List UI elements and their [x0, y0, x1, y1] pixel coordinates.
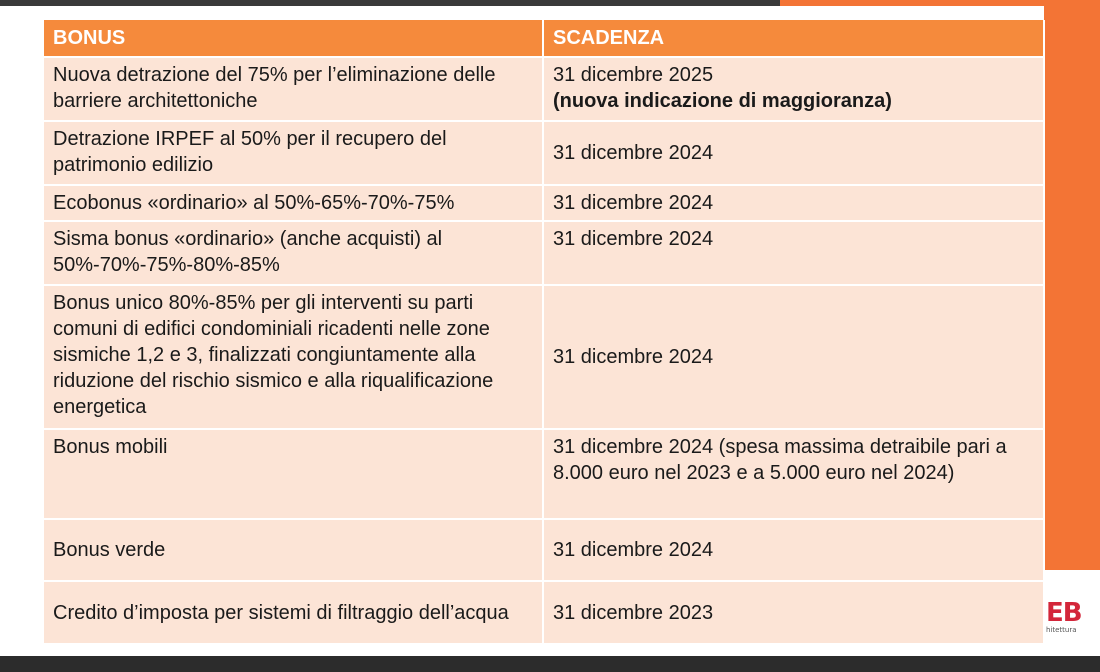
right-accent-band	[1044, 6, 1100, 570]
table-header-row	[44, 20, 1044, 57]
header-scadenza: SCADENZA	[543, 20, 1044, 57]
deadline-cell: 31 dicembre 2024	[543, 519, 1044, 581]
deadline-cell: 31 dicembre 2024	[543, 221, 1044, 285]
top-dark-bar	[0, 0, 780, 6]
deadline-cell	[543, 57, 1044, 121]
bonus-cell: Credito d’imposta per sistemi di filtraggio dell’acqua	[44, 581, 543, 643]
bonus-cell: Bonus unico 80%-85% per gli interventi su parti comuni di edifici condominiali ricadenti nelle zone sismiche 1,2 e 3, finalizzati congiuntamente alla riduzione del rischio sismico e alla riqualificazione energetica	[44, 285, 543, 429]
bonus-cell: Nuova detrazione del 75% per l’eliminazione delle barriere architettoniche	[44, 57, 543, 121]
table-row	[44, 221, 1044, 285]
table-row	[44, 519, 1044, 581]
deadline-cell: 31 dicembre 2023	[543, 581, 1044, 643]
deadline-cell: 31 dicembre 2024	[543, 121, 1044, 185]
deadline-note: (nuova indicazione di maggioranza)	[553, 90, 892, 112]
bottom-bar	[0, 656, 1100, 672]
logo-mark: EB	[1046, 598, 1082, 628]
bonus-cell: Bonus verde	[44, 519, 543, 581]
deadline-cell: 31 dicembre 2024 (spesa massima detraibile pari a 8.000 euro nel 2023 e a 5.000 euro nel 2024)	[543, 429, 1044, 519]
deadline-cell: 31 dicembre 2024	[543, 285, 1044, 429]
header-bonus: BONUS	[44, 20, 543, 57]
table-row	[44, 581, 1044, 643]
bonus-cell: Bonus mobili	[44, 429, 543, 519]
deadline-cell: 31 dicembre 2024	[543, 185, 1044, 221]
table-row	[44, 121, 1044, 185]
bonus-cell: Sisma bonus «ordinario» (anche acquisti) al 50%-70%-75%-80%-85%	[44, 221, 543, 285]
deadline-text: 31 dicembre 2025	[553, 64, 714, 86]
bonus-deadline-table	[44, 20, 1045, 643]
table-row	[44, 429, 1044, 519]
table-row	[44, 185, 1044, 221]
logo-subtitle: hitettura	[1046, 626, 1077, 634]
bonus-cell: Detrazione IRPEF al 50% per il recupero del patrimonio edilizio	[44, 121, 543, 185]
bonus-cell: Ecobonus «ordinario» al 50%-65%-70%-75%	[44, 185, 543, 221]
table-row	[44, 57, 1044, 121]
table-row	[44, 285, 1044, 429]
